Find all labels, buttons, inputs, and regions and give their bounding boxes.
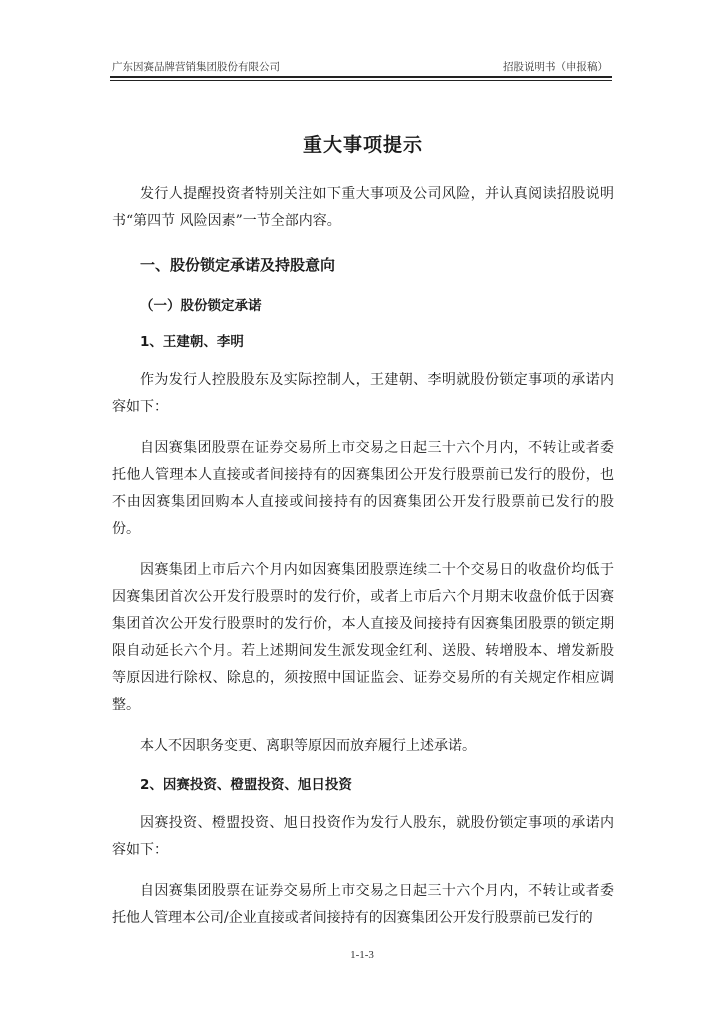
- paragraph-controller-intro: 作为发行人控股股东及实际控制人，王建朝、李明就股份锁定事项的承诺内容如下：: [112, 372, 614, 415]
- page-content: [112, 130, 614, 932]
- subsection-heading-lockup-commitment: （一）股份锁定承诺: [140, 298, 262, 314]
- page-title: 重大事项提示: [302, 134, 423, 156]
- page-number: 1-1-3: [350, 949, 374, 961]
- page-header: [110, 57, 612, 75]
- paragraph-entity-lockup: 自因赛集团股票在证券交易所上市交易之日起三十六个月内，不转让或者委托他人管理本公司/企业直接或者间接持有的因赛集团公开发行股票前已发行的: [112, 883, 614, 926]
- item-heading-investment-entities: 2、因赛投资、橙盟投资、旭日投资: [140, 777, 352, 793]
- paragraph-price-extension: 因赛集团上市后六个月内如因赛集团股票连续二十个交易日的收盘价均低于因赛集团首次公开发行股票时的发行价，或者上市后六个月期末收盘价低于因赛集团首次公开发行股票时的发行价，本人直接及间接持有因赛集团股票的锁定期限自动延长六个月。若上述期间发生派发现金红利、送股、转增股本、增发新股等原因进行除权、除息的，须按照中国证监会、证券交易所的有关规定作相应调整。: [112, 562, 614, 713]
- header-rule-thin: [110, 80, 612, 81]
- intro-paragraph: 发行人提醒投资者特别关注如下重大事项及公司风险，并认真阅读招股说明书“第四节 风险因素”一节全部内容。: [112, 186, 614, 229]
- paragraph-no-waiver: 本人不因职务变更、离职等原因而放弃履行上述承诺。: [140, 738, 476, 754]
- header-document-type: 招股说明书（申报稿）: [503, 61, 608, 73]
- section-heading-share-lockup: 一、股份锁定承诺及持股意向: [140, 256, 336, 274]
- header-rule-thick: [110, 76, 612, 78]
- paragraph-shareholder-intro: 因赛投资、橙盟投资、旭日投资作为发行人股东，就股份锁定事项的承诺内容如下：: [112, 815, 614, 858]
- item-heading-wang-li: 1、王建朝、李明: [140, 334, 244, 350]
- header-company-name: 广东因赛品牌营销集团股份有限公司: [112, 61, 280, 73]
- paragraph-36-month-lockup: 自因赛集团股票在证券交易所上市交易之日起三十六个月内，不转让或者委托他人管理本人直接或者间接持有的因赛集团公开发行股票前已发行的股份，也不由因赛集团回购本人直接或间接持有的因赛集团公开发行股票前已发行的股份。: [112, 440, 614, 537]
